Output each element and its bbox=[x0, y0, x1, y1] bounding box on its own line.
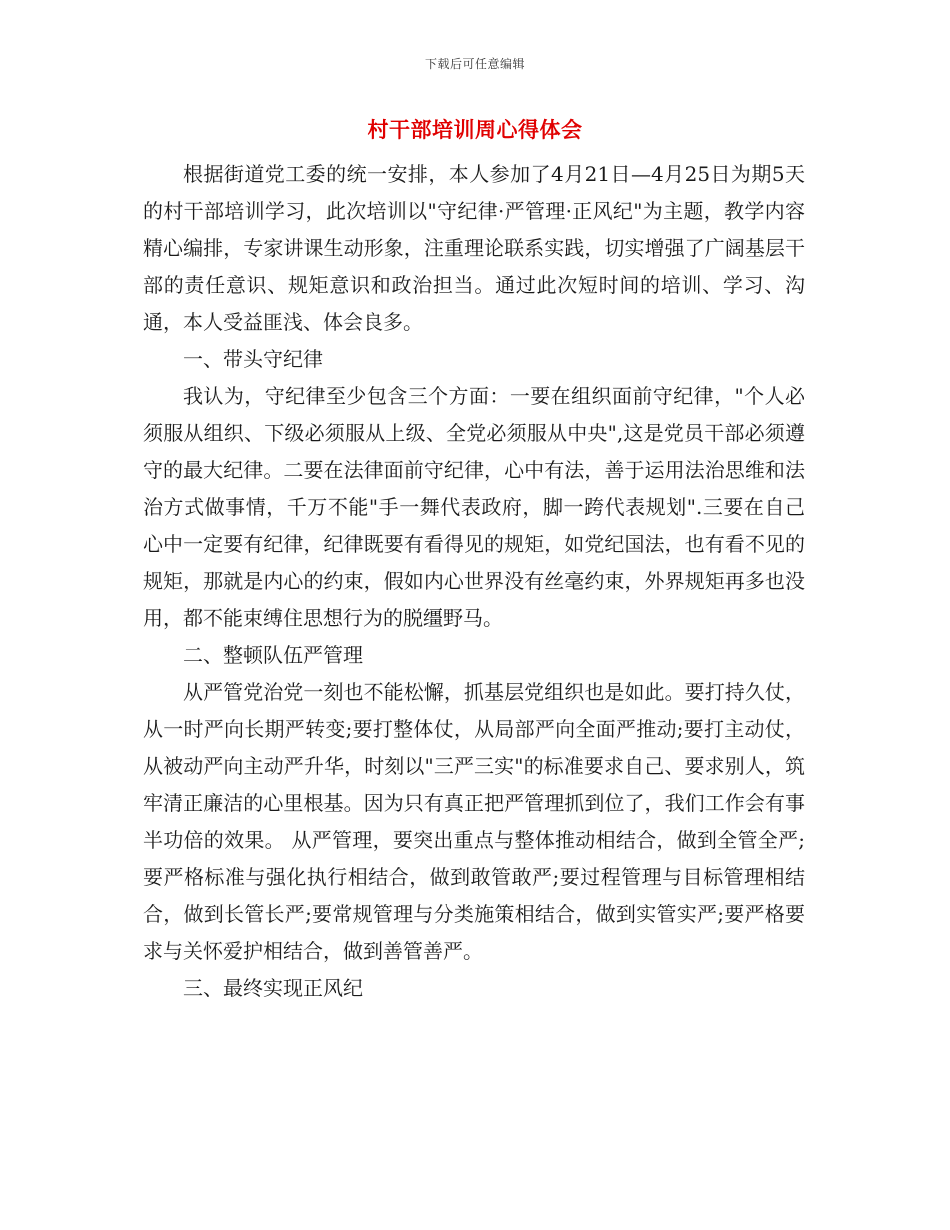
section-heading-management: 二、整顿队伍严管理 bbox=[183, 643, 363, 667]
section-heading-discipline: 一、带头守纪律 bbox=[183, 347, 323, 371]
paragraph-intro: 根据街道党工委的统一安排，本人参加了4月21日—4月25日为期5天的村干部培训学习，此次培训以"守纪律·严管理·正风纪"为主题，教学内容精心编排，专家讲课生动形象，注重理论联系实践，切实增强了广阔基层干部的责任意识、规矩意识和政治担当。通过此次短时间的培训、学习、沟通，本人受益匪浅、体会良多。 bbox=[143, 162, 805, 334]
document-body bbox=[143, 156, 805, 1007]
document-title: 村干部培训周心得体会 bbox=[367, 117, 583, 142]
paragraph-discipline: 我认为，守纪律至少包含三个方面：一要在组织面前守纪律，"个人必须服从组织、下级必须服从上级、全党必须服从中央",这是党员干部必须遵守的最大纪律。二要在法律面前守纪律，心中有法，善于运用法治思维和法治方式做事情，千万不能"手一舞代表政府，脚一跨代表规划".三要在自己心中一定要有纪律，纪律既要有看得见的规矩，如党纪国法，也有看不见的规矩，那就是内心的约束，假如内心世界没有丝毫约束，外界规矩再多也没用，都不能束缚住思想行为的脱缰野马。 bbox=[143, 384, 805, 630]
header-note: 下载后可任意编辑 bbox=[424, 57, 525, 71]
section-heading-conduct: 三、最终实现正风纪 bbox=[183, 976, 363, 1000]
paragraph-management: 从严管党治党一刻也不能松懈，抓基层党组织也是如此。要打持久仗，从一时严向长期严转变;要打整体仗，从局部严向全面严推动;要打主动仗，从被动严向主动严升华，时刻以"三严三实"的标准要求自己、要求别人，筑牢清正廉洁的心里根基。因为只有真正把严管理抓到位了，我们工作会有事半功倍的效果。 从严管理，要突出重点与整体推动相结合，做到全管全严;要严格标准与强化执行相结合，做到敢管敢严;要过程管理与目标管理相结合，做到长管长严;要常规管理与分类施策相结合，做到实管实严;要严格要求与关怀爱护相结合，做到善管善严。 bbox=[143, 680, 805, 963]
